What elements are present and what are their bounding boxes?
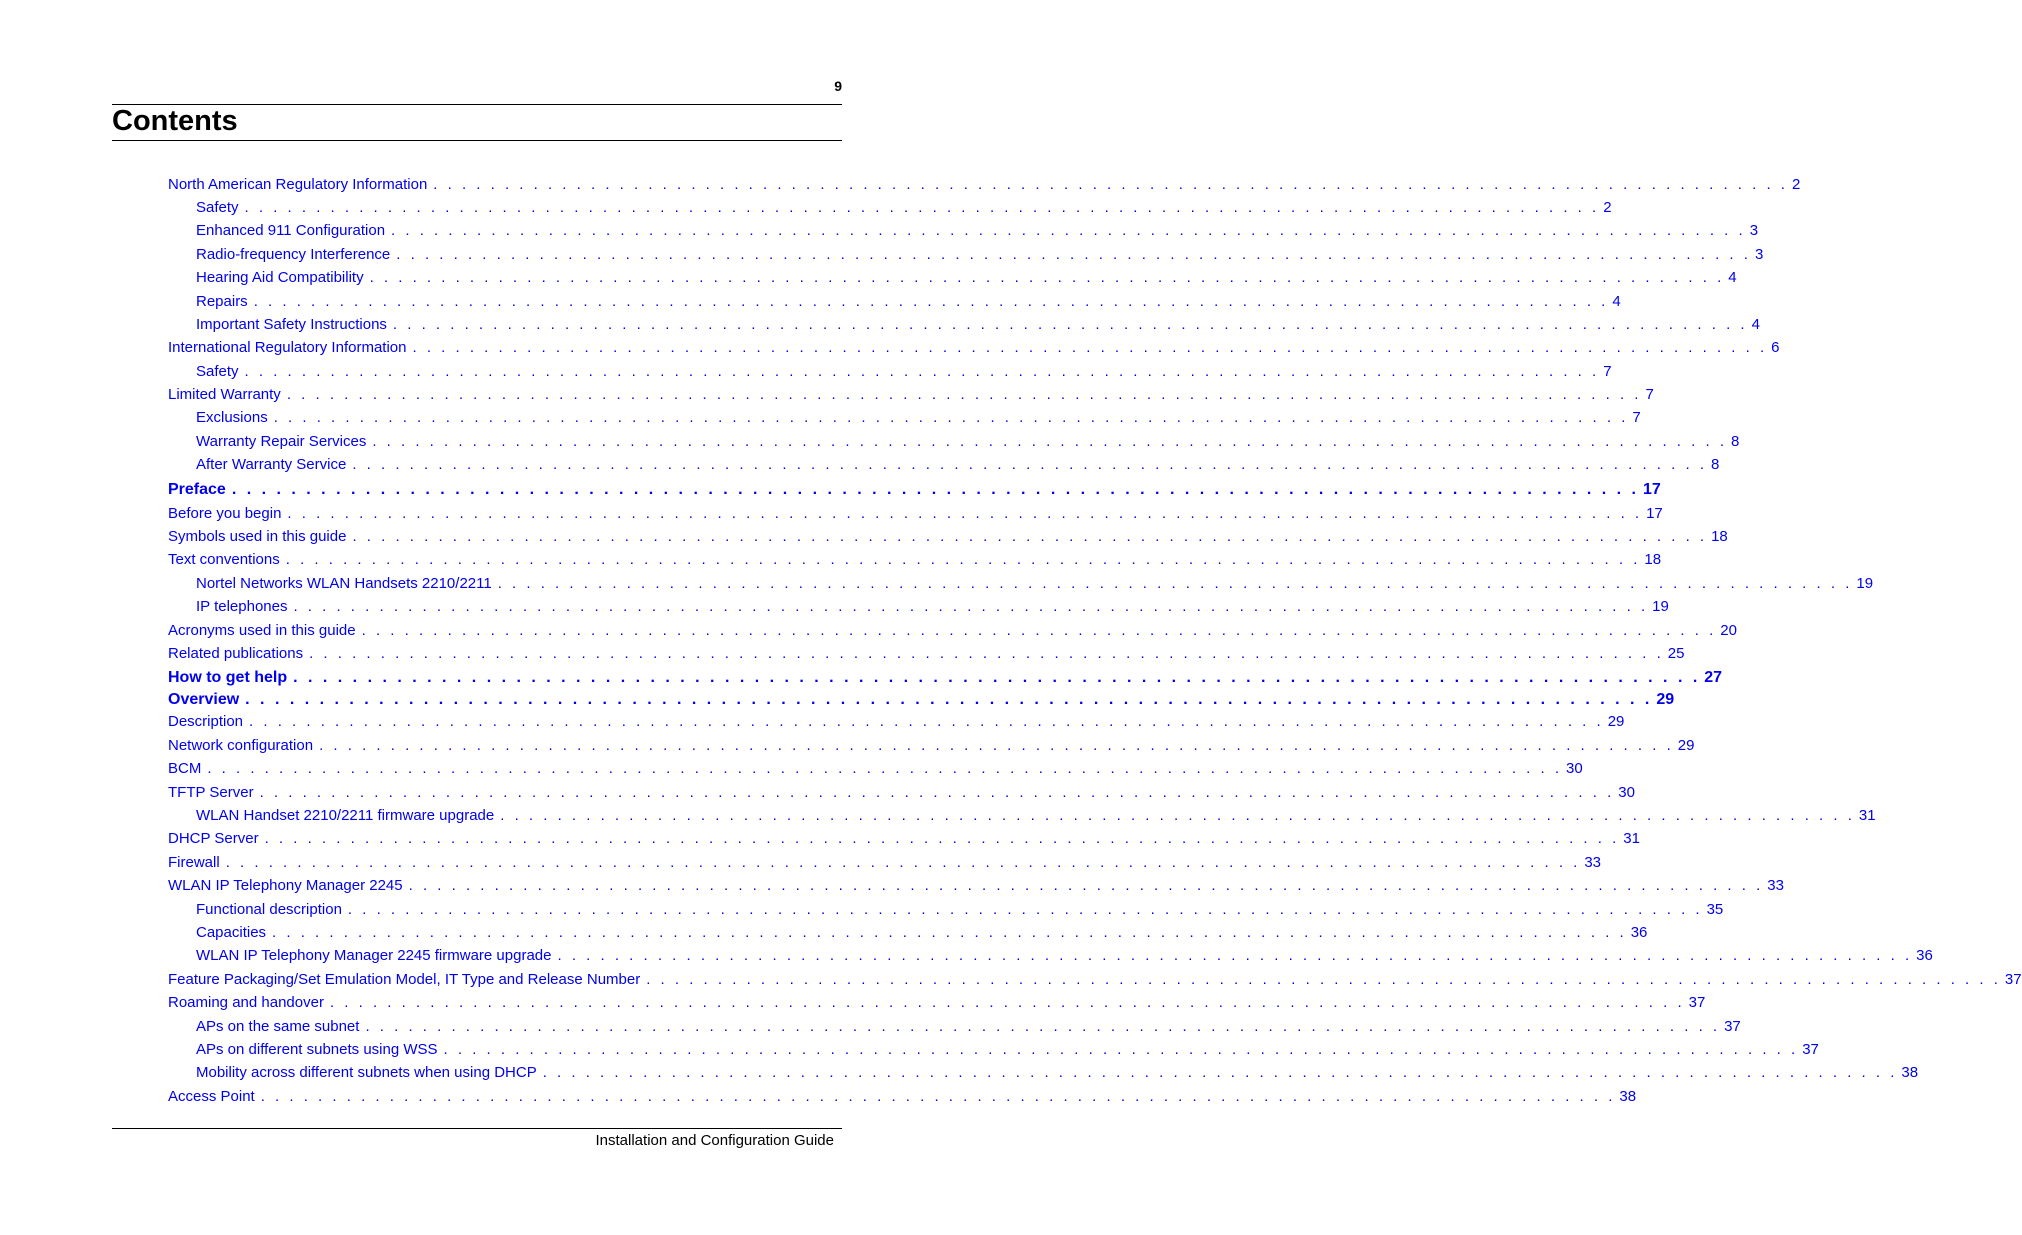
toc-entry[interactable] (196, 1016, 1741, 1038)
toc-entry-title: DHCP Server (168, 830, 259, 847)
toc-entry[interactable] (168, 992, 1706, 1014)
toc-entry-page: 30 (1566, 760, 1583, 777)
toc-dot-leader: . . . . . . . . . . . . . . . . . . . . . . . . . . . . . . . . . . . . . . . . . . . . . . . . . . . . . . . . . . . . . . . . . . . . . . . . . . . . . . . . . . . . . . . . . . . . . . . (273, 409, 1629, 426)
toc-dot-leader: . . . . . . . . . . . . . . . . . . . . . . . . . . . . . . . . . . . . . . . . . . . . . . . . . . . . . . . . . . . . . . . . . . . . . . . . . . . . . . . . . . . . . . . . . . . . . . . (557, 947, 1913, 964)
toc-entry-page: 35 (1706, 901, 1724, 918)
toc-dot-leader: . . . . . . . . . . . . . . . . . . . . . . . . . . . . . . . . . . . . . . . . . . . . . . . . . . . . . . . . . . . . . . . . . . . . . . . . . . . . . . . . . . . . . . . . . . . . . . . (244, 199, 1600, 216)
toc-entry-page: 2 (1791, 176, 1801, 193)
toc-dot-leader: . . . . . . . . . . . . . . . . . . . . . . . . . . . . . . . . . . . . . . . . . . . . . . . . . . . . . . . . . . . . . . . . . . . . . . . . . . . . . . . . . . . . . . . . . . . . . . . (542, 1064, 1898, 1081)
toc-entry[interactable] (168, 549, 1662, 571)
toc-entry-title: Mobility across different subnets when using DHCP (196, 1064, 537, 1081)
toc-entry-page: 19 (1652, 598, 1669, 615)
toc-dot-leader: . . . . . . . . . . . . . . . . . . . . . . . . . . . . . . . . . . . . . . . . . . . . . . . . . . . . . . . . . . . . . . . . . . . . . . . . . . . . . . . . . . . . . . . . . . . . . . . (443, 1041, 1799, 1058)
page-title: Contents (112, 105, 238, 137)
toc-entry[interactable] (168, 828, 1640, 850)
toc-entry-title: TFTP Server (168, 784, 254, 801)
toc-dot-leader: . . . . . . . . . . . . . . . . . . . . . . . . . . . . . . . . . . . . . . . . . . . . . . . . . . . . . . . . . . . . . . . . . . . . . . . . . . . . . . . . . . . . . . . . . . . . . . . (369, 269, 1725, 286)
toc-dot-leader: . . . . . . . . . . . . . . . . . . . . . . . . . . . . . . . . . . . . . . . . . . . . . . . . . . . . . . . . . . . . . . . . . . . . . . . . . . . . . . . . . . . . . . . . . . . . . . . (497, 575, 1853, 592)
toc-entry-page: 4 (1728, 269, 1737, 286)
toc-dot-leader: . . . . . . . . . . . . . . . . . . . . . . . . . . . . . . . . . . . . . . . . . . . . . . . . . . . . . . . . . . . . . . . . . . . . . . . . . . . . . . . . . . . . . . . . . . . . . . . (293, 669, 1701, 686)
toc-entry-title: WLAN IP Telephony Manager 2245 (168, 877, 403, 894)
toc-entry-page: 36 (1916, 947, 1933, 964)
toc-entry-page: 37 (1688, 994, 1706, 1011)
toc-entry-page: 29 (1677, 737, 1695, 754)
toc-entry-page: 37 (1802, 1041, 1819, 1058)
toc-entry-title: Repairs (196, 293, 248, 310)
toc-entry-page: 31 (1858, 807, 1876, 824)
toc-dot-leader: . . . . . . . . . . . . . . . . . . . . . . . . . . . . . . . . . . . . . . . . . . . . . . . . . . . . . . . . . . . . . . . . . . . . . . . . . . . . . . . . . . . . . . . . . . . . . . . (319, 737, 1674, 754)
toc-dot-leader: . . . . . . . . . . . . . . . . . . . . . . . . . . . . . . . . . . . . . . . . . . . . . . . . . . . . . . . . . . . . . . . . . . . . . . . . . . . . . . . . . . . . . . . . . . . . . . . (285, 551, 1641, 568)
toc-dot-leader: . . . . . . . . . . . . . . . . . . . . . . . . . . . . . . . . . . . . . . . . . . . . . . . . . . . . . . . . . . . . . . . . . . . . . . . . . . . . . . . . . . . . . . . . . . . . . . . (347, 901, 1703, 918)
toc-entry-page: 27 (1704, 669, 1723, 686)
toc-entry[interactable] (168, 782, 1635, 804)
toc-entry-title: Important Safety Instructions (196, 316, 387, 333)
toc-entry-page: 17 (1646, 505, 1663, 522)
toc-dot-leader: . . . . . . . . . . . . . . . . . . . . . . . . . . . . . . . . . . . . . . . . . . . . . . . . . . . . . . . . . . . . . . . . . . . . . . . . . . . . . . . . . . . . . . . . . . . . . . . (259, 784, 1615, 801)
toc-dot-leader: . . . . . . . . . . . . . . . . . . . . . . . . . . . . . . . . . . . . . . . . . . . . . . . . . . . . . . . . . . . . . . . . . . . . . . . . . . . . . . . . . . . . . . . . . . . . . . . (352, 456, 1707, 473)
toc-entry-title: Text conventions (168, 551, 280, 568)
toc-dot-leader: . . . . . . . . . . . . . . . . . . . . . . . . . . . . . . . . . . . . . . . . . . . . . . . . . . . . . . . . . . . . . . . . . . . . . . . . . . . . . . . . . . . . . . . . . . . . . . . (272, 924, 1627, 941)
toc-entry-title: Radio-frequency Interference (196, 246, 391, 263)
toc-entry-title: WLAN Handset 2210/2211 firmware upgrade (196, 807, 495, 824)
toc-entry-page: 18 (1711, 528, 1728, 545)
toc-entry-title: Feature Packaging/Set Emulation Model, IT Type and Release Number (168, 971, 641, 988)
toc-entry[interactable] (168, 688, 1675, 712)
toc-entry-page: 20 (1720, 622, 1737, 639)
toc-entry-page: 19 (1856, 575, 1874, 592)
toc-entry[interactable] (196, 267, 1737, 289)
toc-entry-page: 18 (1644, 551, 1662, 568)
toc-entry[interactable] (196, 244, 1764, 266)
toc-entry-page: 6 (1771, 339, 1780, 356)
toc-dot-leader: . . . . . . . . . . . . . . . . . . . . . . . . . . . . . . . . . . . . . . . . . . . . . . . . . . . . . . . . . . . . . . . . . . . . . . . . . . . . . . . . . . . . . . . . . . . . . . . (372, 433, 1727, 450)
toc-entry-title: WLAN IP Telephony Manager 2245 firmware upgrade (196, 947, 552, 964)
toc-entry[interactable] (168, 643, 1685, 665)
toc-dot-leader: . . . . . . . . . . . . . . . . . . . . . . . . . . . . . . . . . . . . . . . . . . . . . . . . . . . . . . . . . . . . . . . . . . . . . . . . . . . . . . . . . . . . . . . . . . . . . . . (361, 622, 1717, 639)
toc-entry[interactable] (196, 573, 1874, 595)
toc-entry[interactable] (168, 526, 1728, 548)
toc-entry-title: After Warranty Service (196, 456, 347, 473)
toc-entry[interactable] (168, 969, 2022, 991)
toc-dot-leader: . . . . . . . . . . . . . . . . . . . . . . . . . . . . . . . . . . . . . . . . . . . . . . . . . . . . . . . . . . . . . . . . . . . . . . . . . . . . . . . . . . . . . . . . . . . . . . . (245, 691, 1653, 708)
toc-entry-page: 29 (1607, 713, 1625, 730)
toc-entry-title: Limited Warranty (168, 386, 281, 403)
toc-dot-leader: . . . . . . . . . . . . . . . . . . . . . . . . . . . . . . . . . . . . . . . . . . . . . . . . . . . . . . . . . . . . . . . . . . . . . . . . . . . . . . . . . . . . . . . . . . . . . . . (207, 760, 1562, 777)
toc-dot-leader: . . . . . . . . . . . . . . . . . . . . . . . . . . . . . . . . . . . . . . . . . . . . . . . . . . . . . . . . . . . . . . . . . . . . . . . . . . . . . . . . . . . . . . . . . . . . . . . (231, 481, 1639, 498)
toc-entry[interactable] (196, 407, 1641, 429)
toc-entry-title: Warranty Repair Services (196, 433, 367, 450)
toc-entry[interactable] (168, 384, 1654, 406)
toc-dot-leader: . . . . . . . . . . . . . . . . . . . . . . . . . . . . . . . . . . . . . . . . . . . . . . . . . . . . . . . . . . . . . . . . . . . . . . . . . . . . . . . . . . . . . . . . . . . . . . . (309, 645, 1664, 662)
toc-entry-title: APs on different subnets using WSS (196, 1041, 438, 1058)
toc-entry-title: Network configuration (168, 737, 314, 754)
toc-entry[interactable] (196, 945, 1933, 967)
toc-entry-title: How to get help (168, 669, 288, 686)
toc-entry-page: 4 (1612, 293, 1621, 310)
toc-entry[interactable] (168, 1086, 1637, 1108)
toc-entry[interactable] (196, 454, 1720, 476)
toc-dot-leader: . . . . . . . . . . . . . . . . . . . . . . . . . . . . . . . . . . . . . . . . . . . . . . . . . . . . . . . . . . . . . . . . . . . . . . . . . . . . . . . . . . . . . . . . . . . . . . . (408, 877, 1764, 894)
toc-dot-leader: . . . . . . . . . . . . . . . . . . . . . . . . . . . . . . . . . . . . . . . . . . . . . . . . . . . . . . . . . . . . . . . . . . . . . . . . . . . . . . . . . . . . . . . . . . . . . . . (412, 339, 1768, 356)
toc-entry[interactable] (196, 291, 1621, 313)
toc-entry-page: 25 (1667, 645, 1685, 662)
toc-entry-page: 8 (1710, 456, 1720, 473)
toc-dot-leader: . . . . . . . . . . . . . . . . . . . . . . . . . . . . . . . . . . . . . . . . . . . . . . . . . . . . . . . . . . . . . . . . . . . . . . . . . . . . . . . . . . . . . . . . . . . . . . . (352, 528, 1708, 545)
toc-entry-page: 37 (2004, 971, 2022, 988)
toc-entry-page: 8 (1730, 433, 1740, 450)
toc-entry-page: 7 (1645, 386, 1654, 403)
toc-entry-title: Description (168, 713, 244, 730)
toc-dot-leader: . . . . . . . . . . . . . . . . . . . . . . . . . . . . . . . . . . . . . . . . . . . . . . . . . . . . . . . . . . . . . . . . . . . . . . . . . . . . . . . . . . . . . . . . . . . . . . . (391, 222, 1746, 239)
toc-entry-title: International Regulatory Information (168, 339, 407, 356)
toc-entry[interactable] (168, 337, 1780, 359)
toc-entry[interactable] (196, 596, 1669, 618)
toc-entry-title: Hearing Aid Compatibility (196, 269, 364, 286)
toc-entry-page: 7 (1603, 363, 1612, 380)
toc-entry-page: 31 (1623, 830, 1640, 847)
toc-entry-page: 33 (1584, 854, 1602, 871)
toc-dot-leader: . . . . . . . . . . . . . . . . . . . . . . . . . . . . . . . . . . . . . . . . . . . . . . . . . . . . . . . . . . . . . . . . . . . . . . . . . . . . . . . . . . . . . . . . . . . . . . . (433, 176, 1788, 193)
toc-entry-page: 29 (1656, 691, 1675, 708)
toc-entry[interactable] (196, 1039, 1819, 1061)
toc-entry[interactable] (196, 922, 1648, 944)
toc-entry-title: Acronyms used in this guide (168, 622, 356, 639)
toc-entry-title: Safety (196, 199, 239, 216)
toc-dot-leader: . . . . . . . . . . . . . . . . . . . . . . . . . . . . . . . . . . . . . . . . . . . . . . . . . . . . . . . . . . . . . . . . . . . . . . . . . . . . . . . . . . . . . . . . . . . . . . . (329, 994, 1685, 1011)
toc-dot-leader: . . . . . . . . . . . . . . . . . . . . . . . . . . . . . . . . . . . . . . . . . . . . . . . . . . . . . . . . . . . . . . . . . . . . . . . . . . . . . . . . . . . . . . . . . . . . . . . (293, 598, 1649, 615)
toc-entry-title: Capacities (196, 924, 267, 941)
page-number: 9 (834, 78, 842, 94)
toc-entry[interactable] (168, 758, 1583, 780)
toc-entry-title: Functional description (196, 901, 342, 918)
toc-entry-page: 7 (1632, 409, 1641, 426)
toc-entry[interactable] (168, 735, 1695, 757)
toc-entry-page: 2 (1603, 199, 1612, 216)
toc-entry[interactable] (168, 875, 1784, 897)
toc-dot-leader: . . . . . . . . . . . . . . . . . . . . . . . . . . . . . . . . . . . . . . . . . . . . . . . . . . . . . . . . . . . . . . . . . . . . . . . . . . . . . . . . . . . . . . . . . . . . . . . (287, 505, 1643, 522)
toc-entry[interactable] (196, 197, 1612, 219)
footer-rule (112, 1128, 842, 1129)
toc-entry[interactable] (196, 361, 1612, 383)
toc-dot-leader: . . . . . . . . . . . . . . . . . . . . . . . . . . . . . . . . . . . . . . . . . . . . . . . . . . . . . . . . . . . . . . . . . . . . . . . . . . . . . . . . . . . . . . . . . . . . . . . (253, 293, 1609, 310)
toc-entry-title: North American Regulatory Information (168, 176, 428, 193)
toc-entry[interactable] (168, 503, 1663, 525)
toc-entry[interactable] (196, 899, 1724, 921)
toc-entry[interactable] (168, 711, 1625, 733)
toc-entry-title: Symbols used in this guide (168, 528, 347, 545)
toc-entry[interactable] (196, 805, 1876, 827)
title-rule (112, 140, 842, 141)
toc-entry-page: 4 (1751, 316, 1760, 333)
toc-entry-page: 37 (1724, 1018, 1741, 1035)
toc-entry-title: Preface (168, 481, 226, 498)
footer-text: Installation and Configuration Guide (595, 1132, 834, 1149)
toc-entry-page: 33 (1767, 877, 1784, 894)
toc-entry-title: Nortel Networks WLAN Handsets 2210/2211 (196, 575, 492, 592)
toc-entry-title: Before you begin (168, 505, 282, 522)
toc-entry-title: Firewall (168, 854, 220, 871)
toc-dot-leader: . . . . . . . . . . . . . . . . . . . . . . . . . . . . . . . . . . . . . . . . . . . . . . . . . . . . . . . . . . . . . . . . . . . . . . . . . . . . . . . . . . . . . . . . . . . . . . . (264, 830, 1620, 847)
toc-dot-leader: . . . . . . . . . . . . . . . . . . . . . . . . . . . . . . . . . . . . . . . . . . . . . . . . . . . . . . . . . . . . . . . . . . . . . . . . . . . . . . . . . . . . . . . . . . . . . . . (244, 363, 1600, 380)
toc-entry-page: 30 (1618, 784, 1635, 801)
toc-dot-leader: . . . . . . . . . . . . . . . . . . . . . . . . . . . . . . . . . . . . . . . . . . . . . . . . . . . . . . . . . . . . . . . . . . . . . . . . . . . . . . . . . . . . . . . . . . . . . . . (500, 807, 1855, 824)
toc-entry[interactable] (196, 220, 1759, 242)
toc-dot-leader: . . . . . . . . . . . . . . . . . . . . . . . . . . . . . . . . . . . . . . . . . . . . . . . . . . . . . . . . . . . . . . . . . . . . . . . . . . . . . . . . . . . . . . . . . . . . . . . (286, 386, 1642, 403)
toc-entry[interactable] (168, 478, 1661, 502)
toc-dot-leader: . . . . . . . . . . . . . . . . . . . . . . . . . . . . . . . . . . . . . . . . . . . . . . . . . . . . . . . . . . . . . . . . . . . . . . . . . . . . . . . . . . . . . . . . . . . . . . . (646, 971, 2001, 988)
toc-entry-page: 3 (1754, 246, 1764, 263)
toc-entry-page: 36 (1630, 924, 1648, 941)
toc-entry-title: Access Point (168, 1088, 255, 1105)
toc-entry-title: Roaming and handover (168, 994, 324, 1011)
toc-dot-leader: . . . . . . . . . . . . . . . . . . . . . . . . . . . . . . . . . . . . . . . . . . . . . . . . . . . . . . . . . . . . . . . . . . . . . . . . . . . . . . . . . . . . . . . . . . . . . . . (365, 1018, 1721, 1035)
toc-entry-title: Overview (168, 691, 240, 708)
toc-entry-title: IP telephones (196, 598, 288, 615)
toc-dot-leader: . . . . . . . . . . . . . . . . . . . . . . . . . . . . . . . . . . . . . . . . . . . . . . . . . . . . . . . . . . . . . . . . . . . . . . . . . . . . . . . . . . . . . . . . . . . . . . . (392, 316, 1748, 333)
toc-entry-page: 38 (1901, 1064, 1919, 1081)
toc-dot-leader: . . . . . . . . . . . . . . . . . . . . . . . . . . . . . . . . . . . . . . . . . . . . . . . . . . . . . . . . . . . . . . . . . . . . . . . . . . . . . . . . . . . . . . . . . . . . . . . (396, 246, 1751, 263)
toc-entry-page: 3 (1749, 222, 1759, 239)
toc-entry[interactable] (168, 174, 1801, 196)
toc-dot-leader: . . . . . . . . . . . . . . . . . . . . . . . . . . . . . . . . . . . . . . . . . . . . . . . . . . . . . . . . . . . . . . . . . . . . . . . . . . . . . . . . . . . . . . . . . . . . . . . (225, 854, 1581, 871)
toc-entry-title: Safety (196, 363, 239, 380)
toc-entry[interactable] (168, 620, 1737, 642)
toc-entry-title: Enhanced 911 Configuration (196, 222, 386, 239)
toc-entry-title: Related publications (168, 645, 304, 662)
toc-entry-page: 38 (1619, 1088, 1637, 1105)
toc-entry[interactable] (196, 314, 1760, 336)
toc-dot-leader: . . . . . . . . . . . . . . . . . . . . . . . . . . . . . . . . . . . . . . . . . . . . . . . . . . . . . . . . . . . . . . . . . . . . . . . . . . . . . . . . . . . . . . . . . . . . . . . (249, 713, 1604, 730)
toc-entry[interactable] (168, 666, 1723, 690)
toc-entry-page: 17 (1643, 481, 1661, 498)
toc-entry-title: BCM (168, 760, 202, 777)
toc-dot-leader: . . . . . . . . . . . . . . . . . . . . . . . . . . . . . . . . . . . . . . . . . . . . . . . . . . . . . . . . . . . . . . . . . . . . . . . . . . . . . . . . . . . . . . . . . . . . . . . (260, 1088, 1616, 1105)
toc-entry-title: APs on the same subnet (196, 1018, 360, 1035)
toc-entry-title: Exclusions (196, 409, 268, 426)
toc-entry[interactable] (196, 431, 1740, 453)
toc-entry[interactable] (196, 1062, 1919, 1084)
toc-entry[interactable] (168, 852, 1602, 874)
